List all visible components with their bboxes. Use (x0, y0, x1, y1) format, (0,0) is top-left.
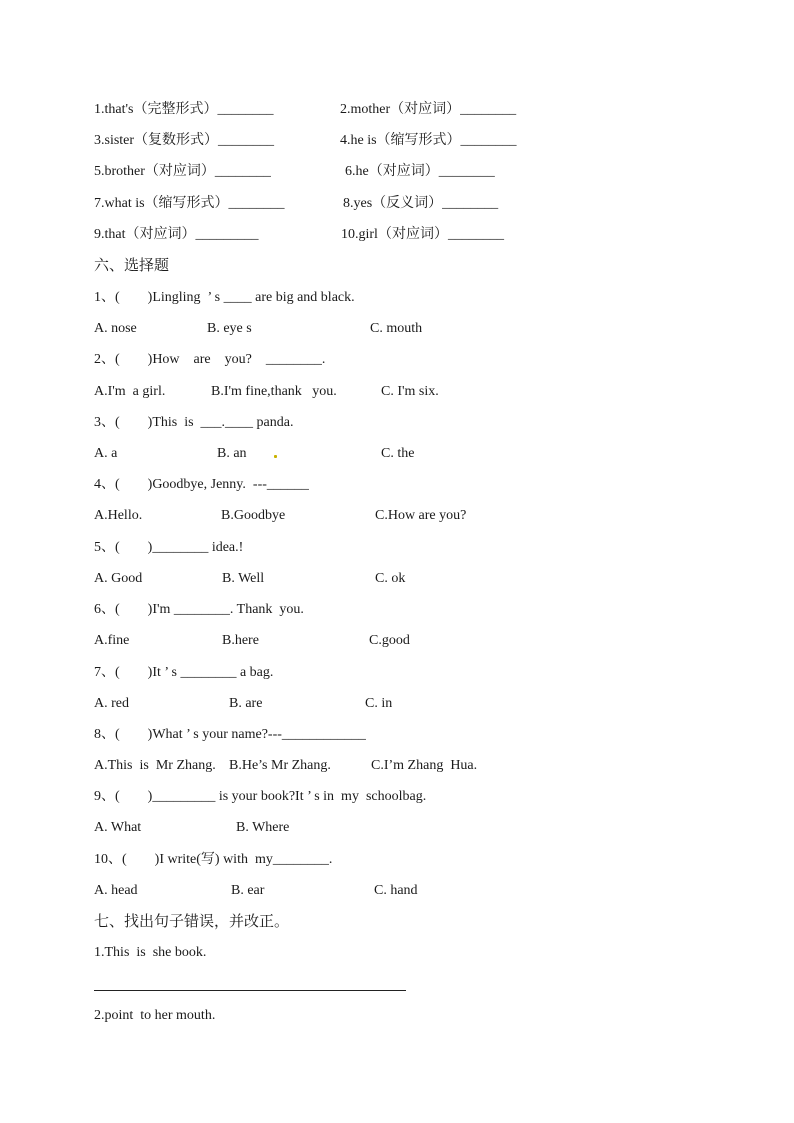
q8-question: 8、( )What ’ s your name?---____________ (94, 727, 366, 742)
q4-option-c: C.How are you? (375, 508, 467, 523)
section7-title: 七、找出句子错误，并改正。 (94, 914, 290, 930)
s5-item-10: 10.girl（对应词）________ (341, 227, 504, 242)
s5-item-5: 5.brother（对应词）________ (94, 164, 271, 179)
s5-item-6: 6.he（对应词）________ (345, 164, 495, 179)
q7-option-c: C. in (365, 696, 393, 711)
q10-question: 10、( )I write(写) with my________. (94, 852, 333, 867)
q2-option-a: A.I'm a girl. (94, 384, 166, 399)
q8-option-a: A.This is Mr Zhang. (94, 758, 216, 773)
q5-question: 5、( )________ idea.! (94, 540, 244, 555)
q3-question: 3、( )This is ___.____ panda. (94, 415, 294, 430)
q10-option-a: A. head (94, 883, 138, 898)
s5-item-1: 1.that's（完整形式）________ (94, 102, 274, 117)
q4-option-b: B.Goodbye (221, 508, 286, 523)
q7-option-a: A. red (94, 696, 129, 711)
q10-option-b: B. ear (231, 883, 265, 898)
q6-option-a: A.fine (94, 633, 130, 648)
q5-option-a: A. Good (94, 571, 143, 586)
section6-title: 六、选择题 (94, 258, 170, 274)
s5-item-9: 9.that（对应词）_________ (94, 227, 259, 242)
q4-option-a: A.Hello. (94, 508, 143, 523)
q3-option-a: A. a (94, 446, 118, 461)
q9-option-a: A. What (94, 820, 142, 835)
s5-item-7: 7.what is（缩写形式）________ (94, 196, 285, 211)
q8-option-c: C.I’m Zhang Hua. (371, 758, 478, 773)
q3-option-b: B. an (217, 446, 247, 461)
q6-question: 6、( )I'm ________. Thank you. (94, 602, 304, 617)
s7-item-1: 1.This is she book. (94, 945, 207, 960)
q1-question: 1、( )Lingling ’ s ____ are big and black. (94, 290, 355, 305)
q1-option-a: A. nose (94, 321, 137, 336)
q2-option-c: C. I'm six. (381, 384, 439, 399)
q9-question: 9、( )_________ is your book?It ’ s in my schoolbag. (94, 789, 427, 804)
q10-option-c: C. hand (374, 883, 418, 898)
s7-item-2: 2.point to her mouth. (94, 1008, 216, 1023)
q4-question: 4、( )Goodbye, Jenny. ---______ (94, 477, 309, 492)
q5-option-c: C. ok (375, 571, 406, 586)
q2-question: 2、( )How are you? ________. (94, 352, 326, 367)
s5-item-8: 8.yes（反义词）________ (343, 196, 499, 211)
q1-option-b: B. eye s (207, 321, 252, 336)
q7-option-b: B. are (229, 696, 263, 711)
q1-option-c: C. mouth (370, 321, 423, 336)
q9-option-b: B. Where (236, 820, 290, 835)
q8-option-b: B.He’s Mr Zhang. (229, 758, 331, 773)
answer-line (94, 990, 406, 991)
yellow-mark (274, 455, 277, 458)
q6-option-c: C.good (369, 633, 410, 648)
q3-option-c: C. the (381, 446, 415, 461)
s5-item-2: 2.mother（对应词）________ (340, 102, 517, 117)
q6-option-b: B.here (222, 633, 259, 648)
s5-item-4: 4.he is（缩写形式）________ (340, 133, 517, 148)
q5-option-b: B. Well (222, 571, 265, 586)
s5-item-3: 3.sister（复数形式）________ (94, 133, 275, 148)
q2-option-b: B.I'm fine,thank you. (211, 384, 337, 399)
q7-question: 7、( )It ’ s ________ a bag. (94, 665, 274, 680)
